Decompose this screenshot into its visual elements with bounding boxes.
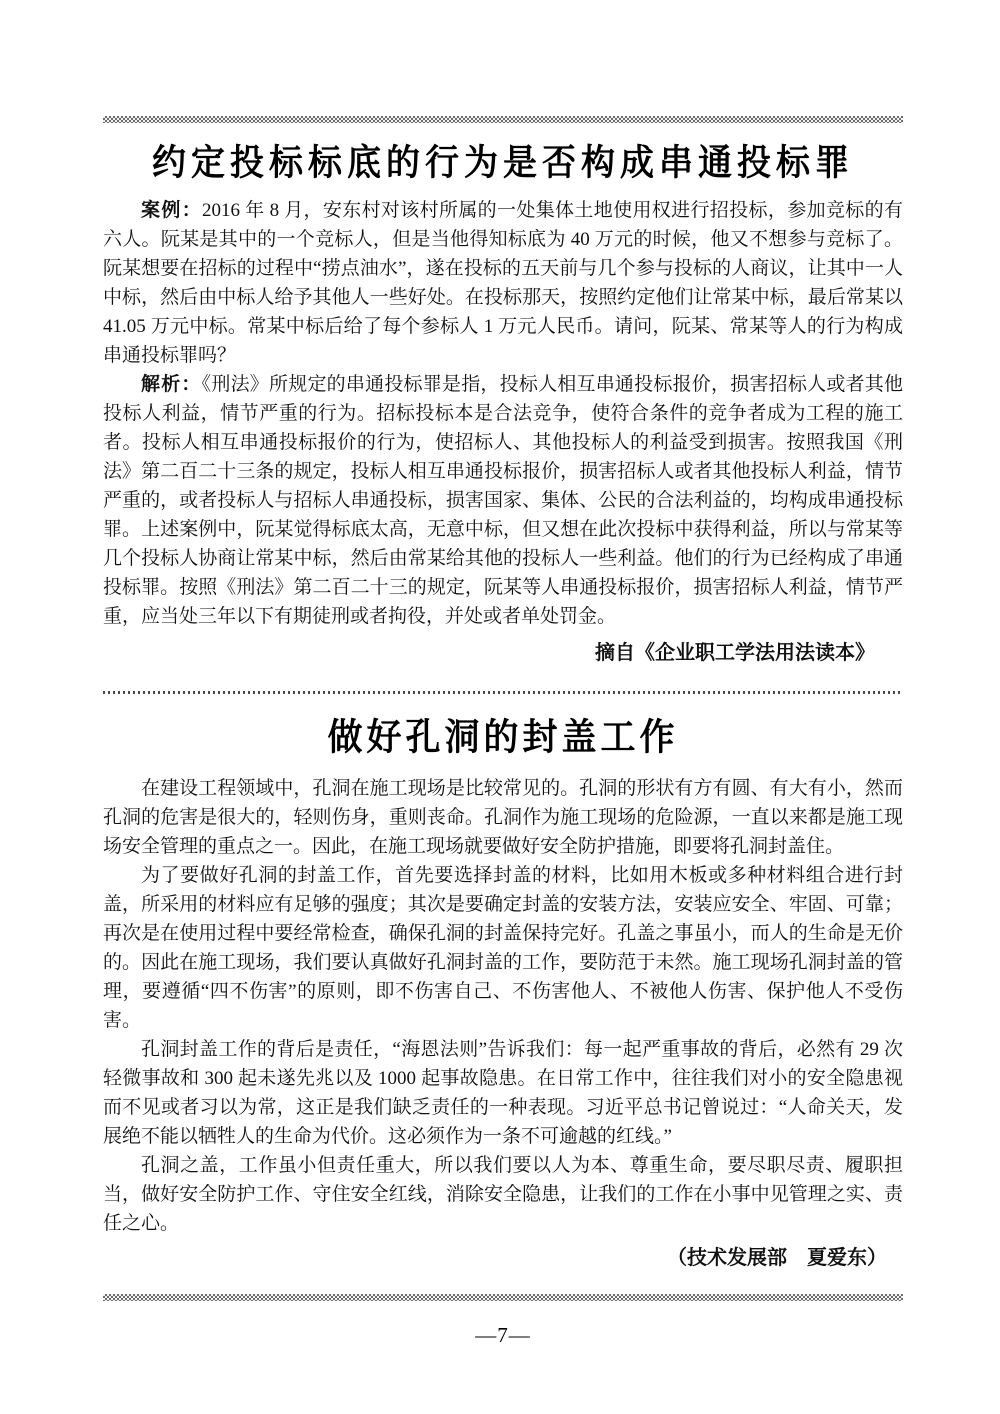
section-divider	[103, 691, 903, 694]
article1-paragraph-analysis	[103, 370, 903, 631]
page-number: —7—	[475, 1323, 531, 1347]
top-rule	[103, 116, 903, 123]
page-content	[103, 0, 903, 1348]
article2-title: 做好孔洞的封盖工作	[327, 717, 679, 759]
article2-paragraph-4: 孔洞之盖，工作虽小但责任重大，所以我们要以人为本、尊重生命，要尽职尽责、履职担当，做好安全防护工作、守住安全红线，消除安全隐患，让我们的工作在小事中见管理之实、责任之心。	[103, 1155, 903, 1234]
spacer	[103, 1272, 903, 1284]
analysis-label: 解析：	[141, 374, 202, 395]
analysis-text: 《刑法》所规定的串通投标罪是指，投标人相互串通投标报价，损害招标人或者其他投标人利益，情节严重的行为。招标投标本是合法竞争，使符合条件的竞争者成为工程的施工者。投标人相互串通投标报价的行为，使招标人、其他投标人的利益受到损害。按照我国《刑法》第二百二十三条的规定，投标人相互串通投标报价，损害招标人或者其他投标人利益，情节严重的，或者投标人与招标人串通投标，损害国家、集体、公民的合法利益的，均构成串通投标罪。上述案例中，阮某觉得标底太高，无意中标，但又想在此次投标中获得利益，所以与常某等几个投标人协商让常某中标，然后由常某给其他的投标人一些利益。他们的行为已经构成了串通投标罪。按照《刑法》第二百二十三的规定，阮某等人串通投标报价，损害招标人利益，情节严重，应当处三年以下有期徒刑或者拘役，并处或者单处罚金。	[103, 374, 903, 627]
article1-attribution: 摘自《企业职工学法用法读本》	[595, 642, 875, 664]
article1-title: 约定投标标底的行为是否构成串通投标罪	[152, 144, 854, 184]
article1-paragraph-case	[103, 196, 903, 370]
article2-paragraph-1: 在建设工程领域中，孔洞在施工现场是比较常见的。孔洞的形状有方有圆、有大有小，然而孔洞的危害是很大的，轻则伤身，重则丧命。孔洞作为施工现场的危险源，一直以来都是施工现场安全管理的重点之一。因此，在施工现场就要做好安全防护措施，即要将孔洞封盖住。	[103, 778, 903, 857]
case-text: 2016 年 8 月，安东村对该村所属的一处集体土地使用权进行招投标，参加竞标的有六人。阮某是其中的一个竞标人，但是当他得知标底为 40 万元的时候，他又不想参与竞标了。阮某想要在招标的过程中“捞点油水”，遂在投标的五天前与几个参与投标的人商议，让其中一人中标，然后由中标人给予其他人一些好处。在投标那天，按照约定他们让常某中标，最后常某以 41.05 万元中标。常某中标后给了每个参标人 1 万元人民币。请问，阮某、常某等人的行为构成串通投标罪吗？	[103, 200, 903, 366]
bottom-rule	[103, 1294, 903, 1301]
article2-attribution: （技术发展部 夏爱东）	[667, 1247, 887, 1269]
article2-paragraph-2: 为了要做好孔洞的封盖工作，首先要选择封盖的材料，比如用木板或多种材料组合进行封盖，所采用的材料应有足够的强度；其次是要确定封盖的安装方法，安装应安全、牢固、可靠；再次是在使用过程中要经常检查，确保孔洞的封盖保持完好。孔盖之事虽小，而人的生命是无价的。因此在施工现场，我们要认真做好孔洞封盖的工作，要防范于未然。施工现场孔洞封盖的管理，要遵循“四不伤害”的原则，即不伤害自己、不伤害他人、不被他人伤害、保护他人不受伤害。	[103, 865, 903, 1031]
case-label: 案例：	[141, 200, 203, 221]
article2-paragraph-3: 孔洞封盖工作的背后是责任，“海恩法则”告诉我们：每一起严重事故的背后，必然有 29 次轻微事故和 300 起未遂先兆以及 1000 起事故隐患。在日常工作中，往往我们对小的安全隐患视而不见或者习以为常，这正是我们缺乏责任的一种表现。习近平总书记曾说过：“人命关天，发展绝不能以牺牲人的生命为代价。这必须作为一条不可逾越的红线。”	[103, 1039, 903, 1147]
